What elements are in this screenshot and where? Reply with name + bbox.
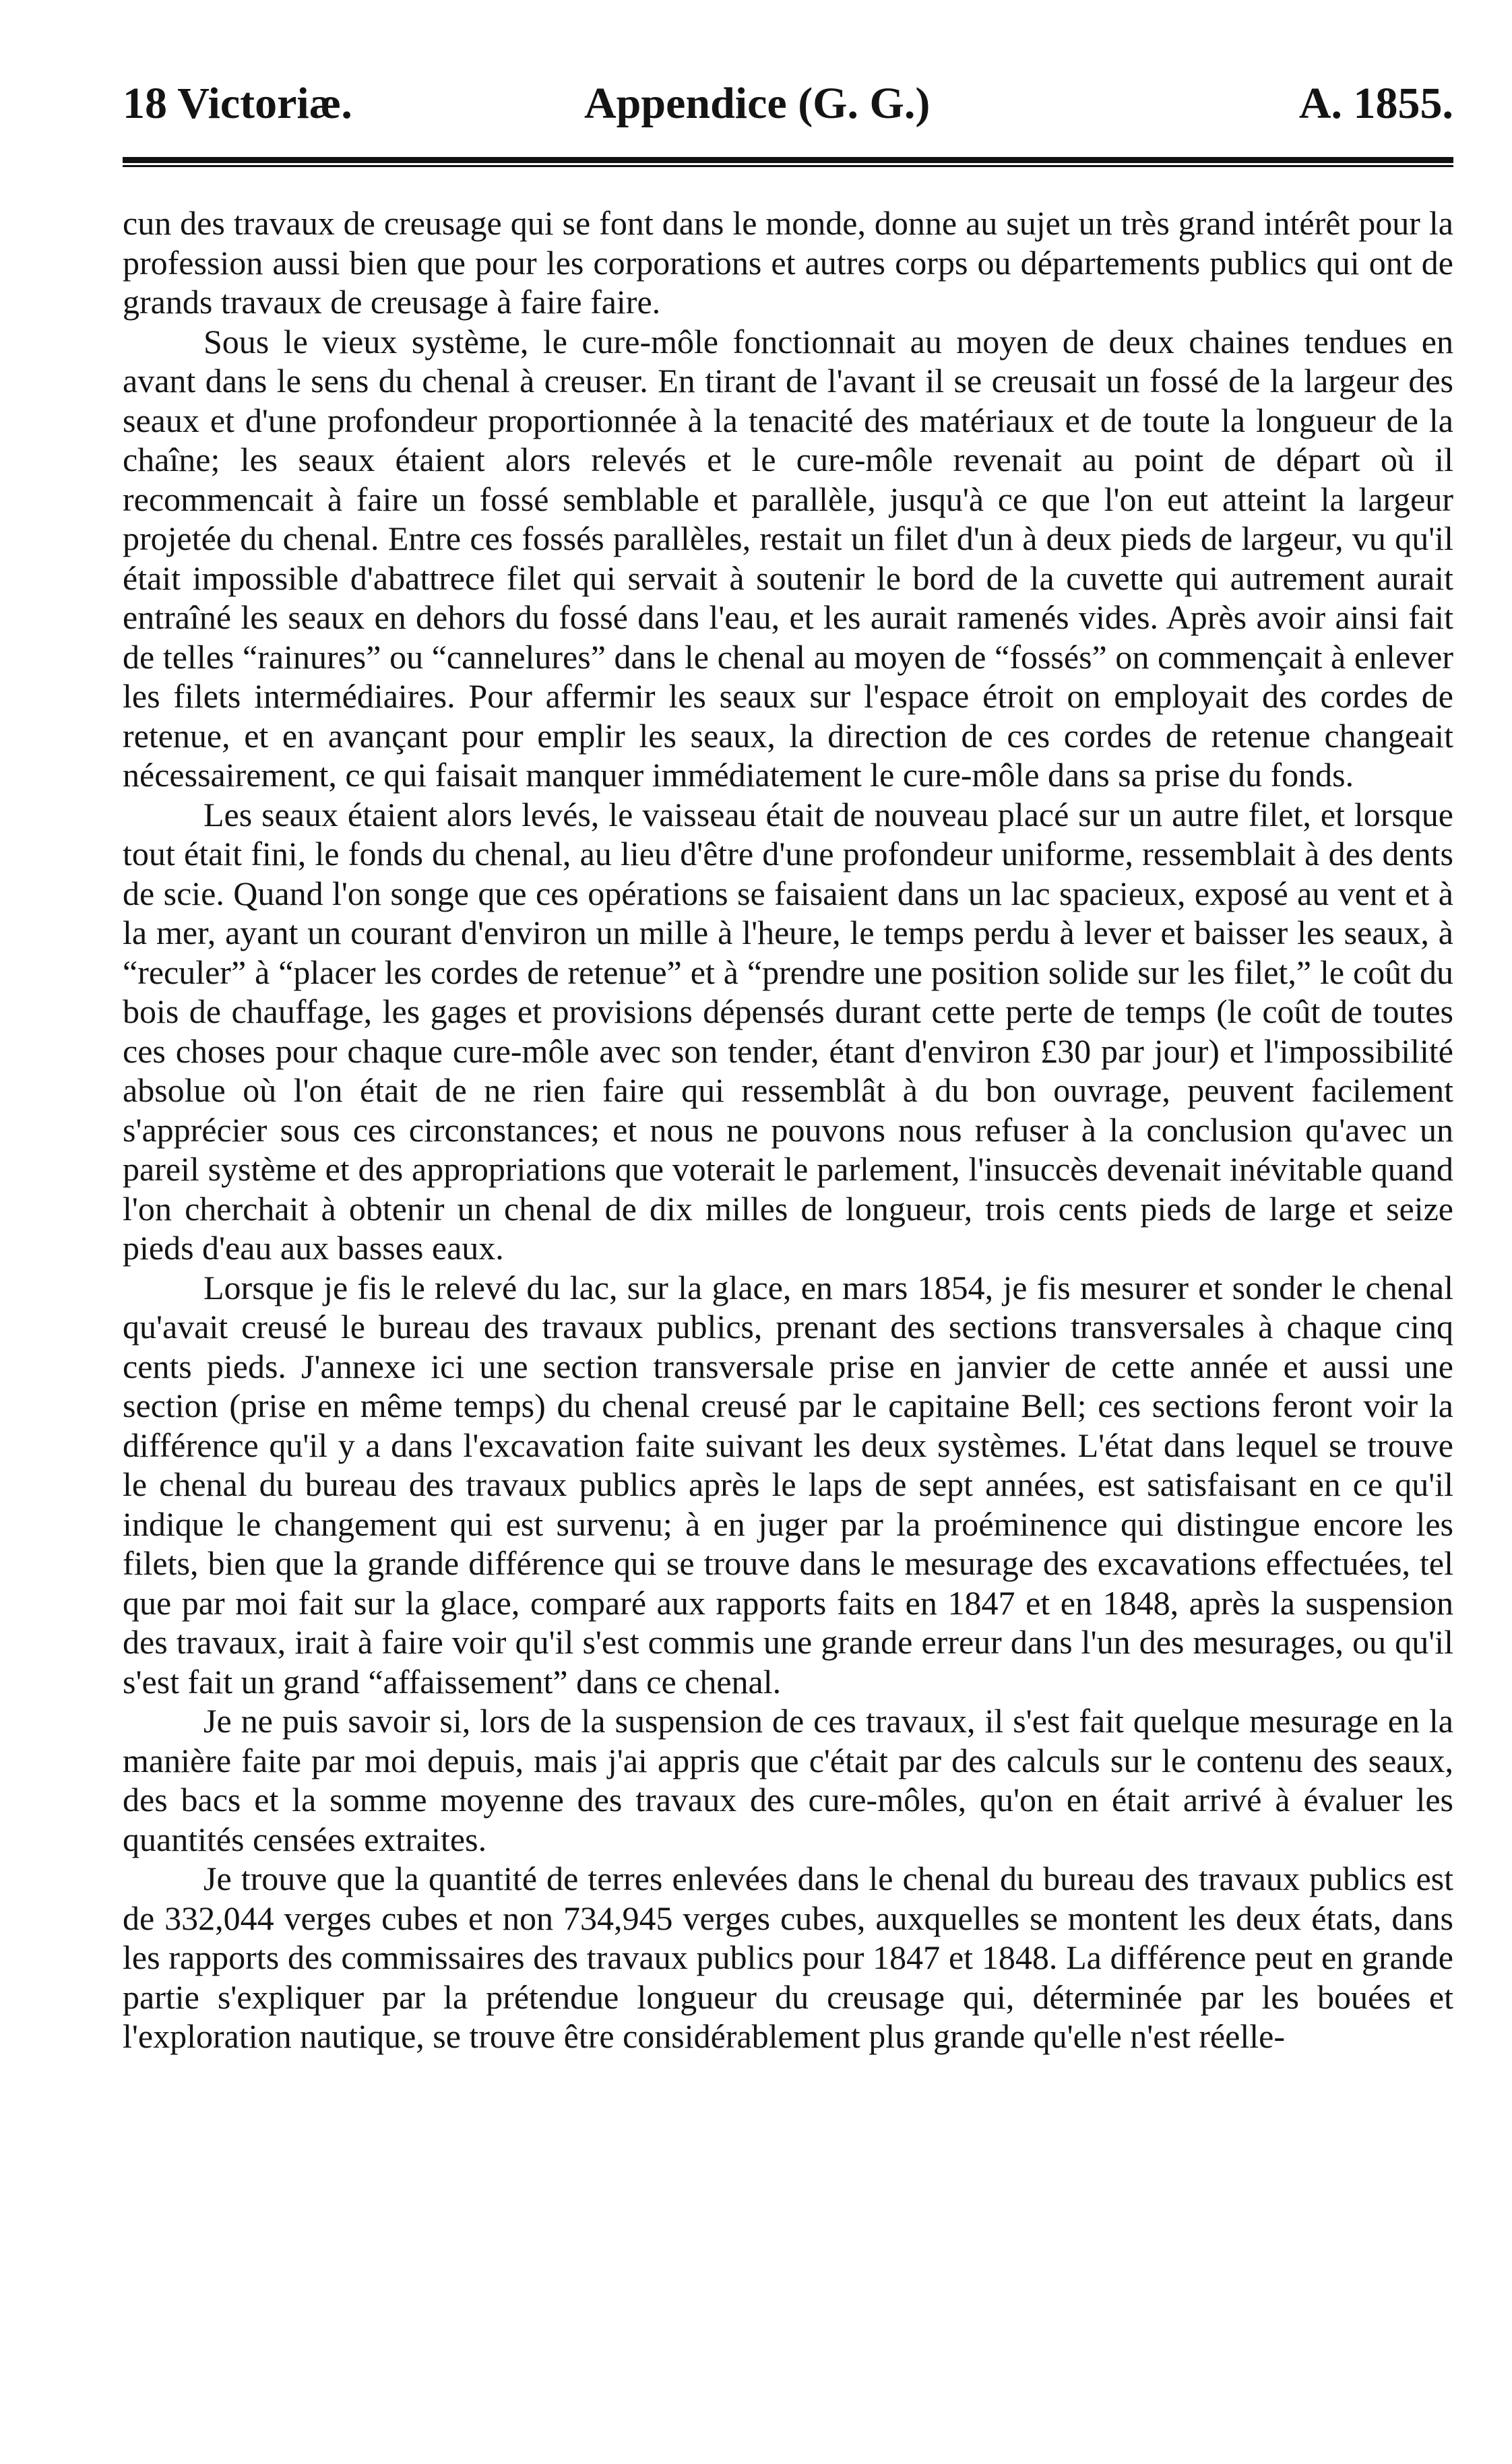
page-header: [123, 70, 1453, 137]
body-text: [123, 203, 1453, 2056]
header-session: 18 Victoriæ.: [123, 79, 352, 128]
paragraph: Lorsque je fis le relevé du lac, sur la glace, en mars 1854, je fis mesurer et sonder le chenal qu'avait creusé le bureau des travaux publics, prenant des sections transversales à chaque cinq cents pieds. J'annexe ici une section transversale prise en janvier de cette année et aussi une section (prise en même temps) du chenal creusé par le capitaine Bell; ces sections feront voir la différence qu'il y a dans l'excavation faite suivant les deux systèmes. L'état dans lequel se trouve le chenal du bureau des travaux publics après le laps de sept années, est satisfaisant en ce qu'il indique le changement qui est survenu; à en juger par la proéminence qui distingue encore les filets, bien que la grande différence qui se trouve dans le mesurage des excavations effectuées, tel que par moi fait sur la glace, comparé aux rapports faits en 1847 et en 1848, après la suspension des travaux, irait à faire voir qu'il s'est commis une grande erreur dans l'un des mesurages, ou qu'il s'est fait un grand “affaissement” dans ce chenal.: [123, 1268, 1453, 1701]
paragraph: Sous le vieux système, le cure-môle fonctionnait au moyen de deux chaines tendues en avant dans le sens du chenal à creuser. En tirant de l'avant il se creusait un fossé de la largeur des seaux et d'une profondeur proportionnée à la tenacité des matériaux et de toute la longueur de la chaîne; les seaux étaient alors relevés et le cure-môle revenait au point de départ où il recommencait à faire un fossé semblable et parallèle, jusqu'à ce que l'on eut atteint la largeur projetée du chenal. Entre ces fossés parallèles, restait un filet d'un à deux pieds de largeur, vu qu'il était impossible d'abattrece filet qui servait à soutenir le bord de la cuvette qui autrement aurait entraîné les seaux en dehors du fossé dans l'eau, et les aurait ramenés vides. Après avoir ainsi fait de telles “rainures” ou “cannelures” dans le chenal au moyen de “fossés” on commençait à enlever les filets intermédiaires. Pour affermir les seaux sur l'espace étroit on employait des cordes de retenue, et en avançant pour emplir les seaux, la direction de ces cordes de retenue changeait nécessairement, ce qui faisait manquer immédiatement le cure-môle dans sa prise du fonds.: [123, 322, 1453, 794]
paragraph: Les seaux étaient alors levés, le vaisseau était de nouveau placé sur un autre filet, et lorsque tout était fini, le fonds du chenal, au lieu d'être d'une profondeur uniforme, ressemblait à des dents de scie. Quand l'on songe que ces opérations se faisaient dans un lac spacieux, exposé au vent et à la mer, ayant un courant d'environ un mille à l'heure, le temps perdu à lever et baisser les seaux, à “reculer” à “placer les cordes de retenue” et à “prendre une position solide sur les filet,” le coût du bois de chauffage, les gages et provisions dépensés durant cette perte de temps (le coût de toutes ces choses pour chaque cure-môle avec son tender, étant d'environ £30 par jour) et l'impossibilité absolue où l'on était de ne rien faire qui ressemblât à du bon ouvrage, peuvent facilement s'apprécier sous ces circonstances; et nous ne pouvons nous refuser à la conclusion qu'avec un pareil système et des appropriations que voterait le parlement, l'insuccès devenait inévitable quand l'on cherchait à obtenir un chenal de dix milles de longueur, trois cents pieds de large et seize pieds d'eau aux basses eaux.: [123, 795, 1453, 1267]
header-rule: [123, 157, 1453, 163]
paragraph-continuation: cun des travaux de creusage qui se font dans le monde, donne au sujet un très grand intérêt pour la profession aussi bien que pour les corporations et autres corps ou départements publics qui ont de grands travaux de creusage à faire faire.: [123, 204, 1453, 321]
paragraph: Je trouve que la quantité de terres enlevées dans le chenal du bureau des travaux publics est de 332,044 verges cubes et non 734,945 verges cubes, auxquelles se montent les deux états, dans les rapports des commissaires des travaux publics pour 1847 et 1848. La différence peut en grande partie s'expliquer par la prétendue longueur du creusage qui, déterminée par les bouées et l'exploration nautique, se trouve être considérablement plus grande qu'elle n'est réelle-: [123, 1860, 1453, 2055]
header-year: A. 1855.: [1298, 79, 1453, 128]
paragraph: Je ne puis savoir si, lors de la suspension de ces travaux, il s'est fait quelque mesurage en la manière faite par moi depuis, mais j'ai appris que c'était par des calculs sur le contenu des seaux, des bacs et la somme moyenne des travaux des cure-môles, qu'on en était arrivé à évaluer les quantités censées extraites.: [123, 1702, 1453, 1858]
header-appendix: Appendice (G. G.): [584, 79, 931, 128]
